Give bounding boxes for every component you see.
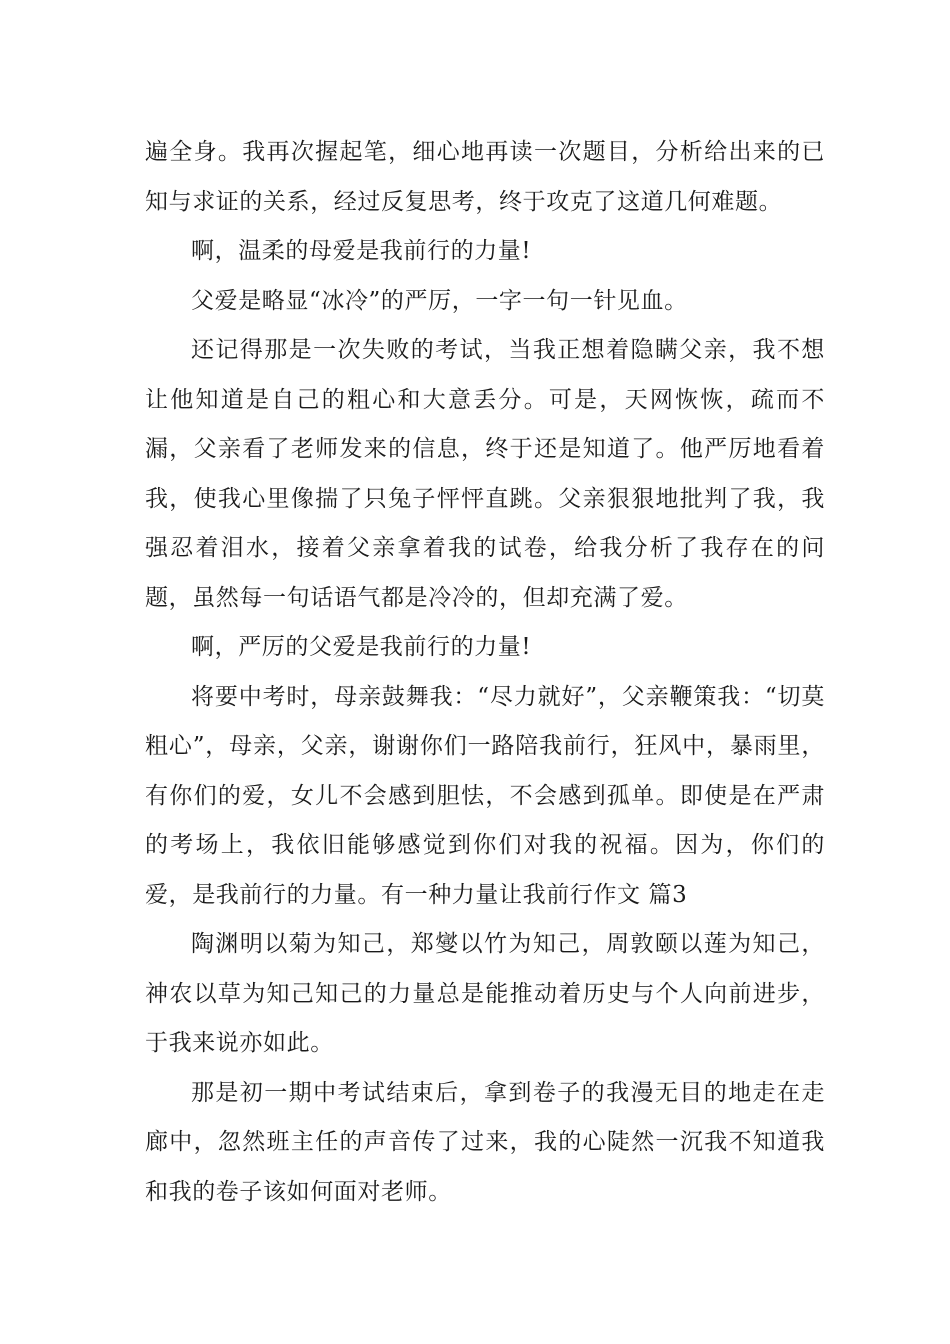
essay-body [145,128,825,1217]
paragraph-5: 啊，严厉的父爱是我前行的力量! [191,634,532,660]
paragraph-1: 遍全身。我再次握起笔，细心地再读一次题目，分析给出来的已知与求证的关系，经过反复思考，终于攻克了这道几何难题。 [145,139,825,215]
paragraph-6: 将要中考时，母亲鼓舞我：“尽力就好”，父亲鞭策我：“切莫粗心”，母亲，父亲，谢谢你们一路陪我前行，狂风中，暴雨里，有你们的爱，女儿不会感到胆怯，不会感到孤单。即使是在严肃的考场上，我依旧能够感觉到你们对我的祝福。因为，你们的爱，是我前行的力量。有一种力量让我前行作文 篇3 [145,683,825,908]
paragraph-7: 陶渊明以菊为知己，郑燮以竹为知己，周敦颐以莲为知己，神农以草为知己知己的力量总是能推动着历史与个人向前进步，于我来说亦如此。 [145,931,825,1056]
paragraph-8: 那是初一期中考试结束后，拿到卷子的我漫无目的地走在走廊中，忽然班主任的声音传了过来，我的心陡然一沉我不知道我和我的卷子该如何面对老师。 [145,1079,825,1205]
paragraph-3: 父爱是略显“冰冷”的严厉，一字一句一针见血。 [191,287,688,314]
paragraph-4: 还记得那是一次失败的考试，当我正想着隐瞒父亲，我不想让他知道是自己的粗心和大意丢分。可是，天网恢恢，疏而不漏，父亲看了老师发来的信息，终于还是知道了。他严厉地看着我，使我心里像揣了只兔子怦怦直跳。父亲狠狠地批判了我，我强忍着泪水，接着父亲拿着我的试卷，给我分析了我存在的问题，虽然每一句话语气都是冷冷的，但却充满了爱。 [145,337,825,611]
paragraph-2: 啊，温柔的母爱是我前行的力量! [191,238,532,264]
